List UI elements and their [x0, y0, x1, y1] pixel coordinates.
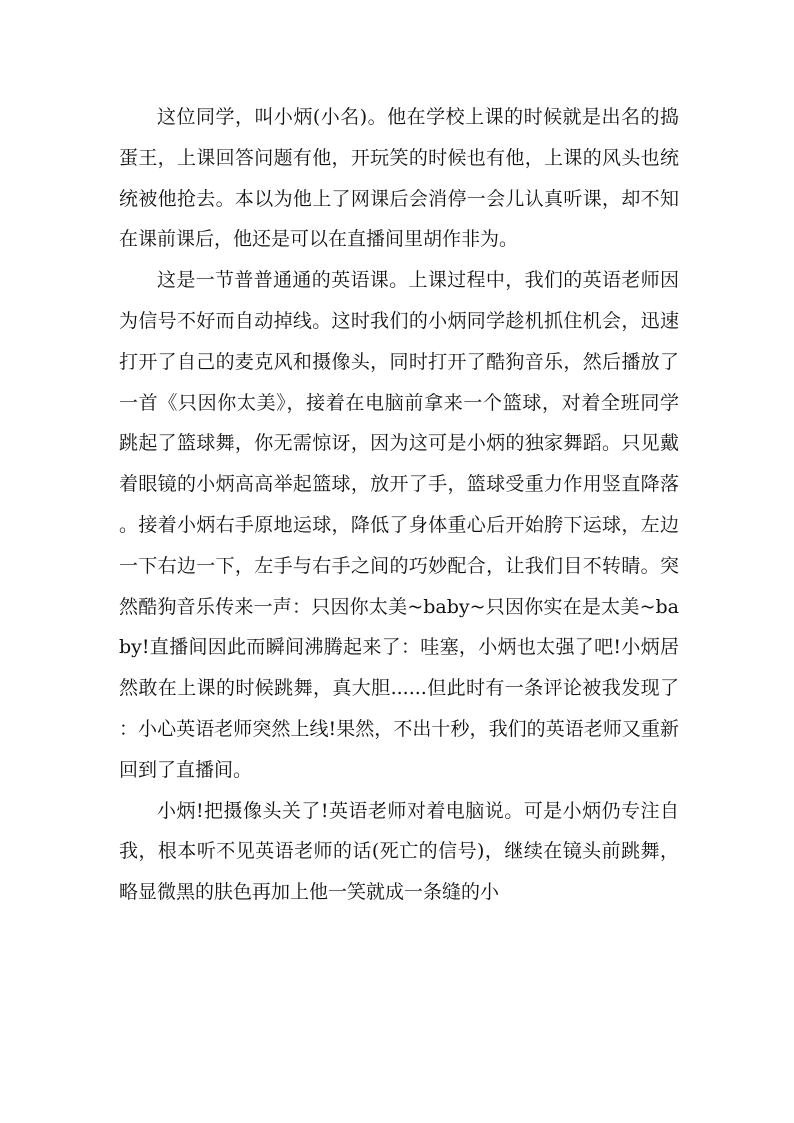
paragraph-2: 这是一节普普通通的英语课。上课过程中，我们的英语老师因为信号不好而自动掉线。这时我们的小炳同学趁机抓住机会，迅速打开了自己的麦克风和摄像头，同时打开了酷狗音乐，然后播放了一首《只因你太美》，接着在电脑前拿来一个篮球，对着全班同学跳起了篮球舞，你无需惊讶，因为这可是小炳的独家舞蹈。只见戴着眼镜的小炳高高举起篮球，放开了手，篮球受重力作用竖直降落。接着小炳右手原地运球，降低了身体重心后开始胯下运球，左边一下右边一下，左手与右手之间的巧妙配合，让我们目不转睛。突然酷狗音乐传来一声：只因你太美~baby~只因你实在是太美~baby!直播间因此而瞬间沸腾起来了：哇塞，小炳也太强了吧!小炳居然敢在上课的时候跳舞，真大胆......但此时有一条评论被我发现了：小心英语老师突然上线!果然，不出十秒，我们的英语老师又重新回到了直播间。 [119, 269, 679, 781]
paragraph-3: 小炳!把摄像头关了!英语老师对着电脑说。可是小炳仍专注自我，根本听不见英语老师的话(死亡的信号)，继续在镜头前跳舞，略显微黑的肤色再加上他一笑就成一条缝的小 [119, 799, 679, 904]
document-body [119, 97, 679, 913]
paragraph-1: 这位同学，叫小炳(小名)。他在学校上课的时候就是出名的捣蛋王，上课回答问题有他，开玩笑的时候也有他，上课的风头也统统被他抢去。本以为他上了网课后会消停一会儿认真听课，却不知在课前课后，他还是可以在直播间里胡作非为。 [119, 106, 679, 251]
